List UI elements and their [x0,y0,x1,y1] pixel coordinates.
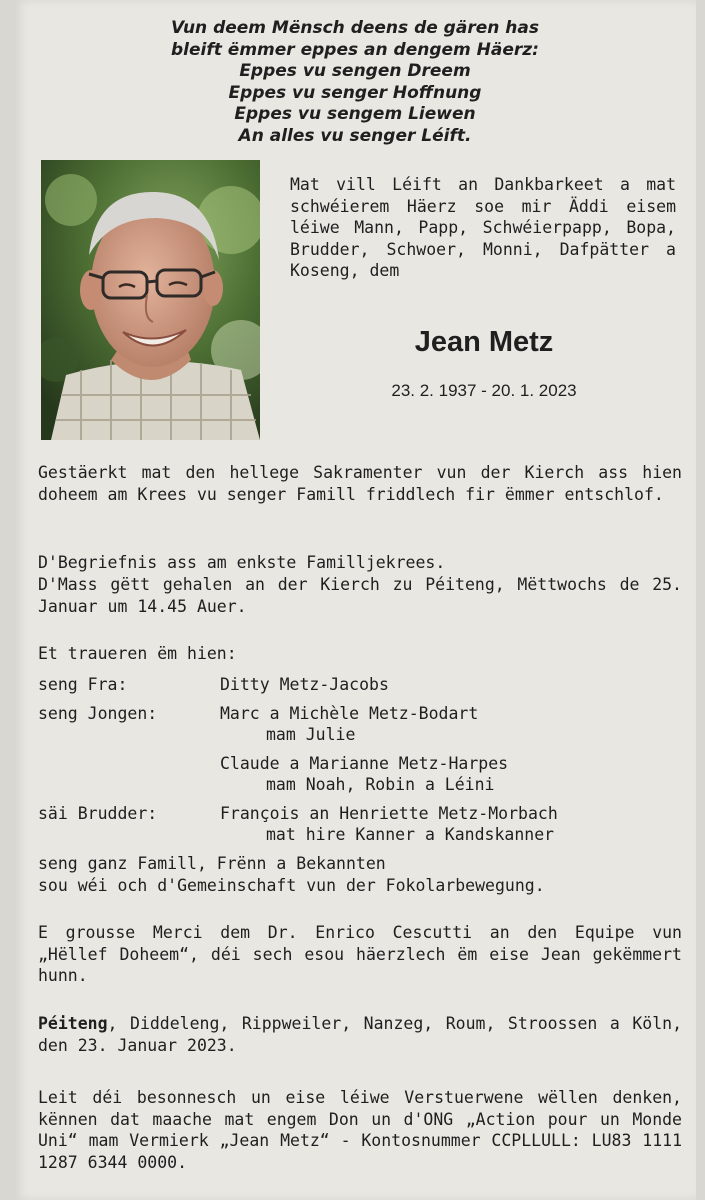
community-line: sou wéi och d'Gemeinschaft vun der Fokolarbewegung. [38,876,545,895]
poem-line: Eppes vu sengen Dreem [239,61,471,81]
thanks-paragraph: E grousse Merci dem Dr. Enrico Cescutti an den Equipe vun „Hëllef Doheem“, déi sech esou häerzlech ëm eise Jean gekëmmert hunn. [38,923,682,985]
family-line: seng ganz Famill, Frënn a Bekannten [38,854,386,873]
place-rest: , Diddeleng, Rippweiler, Nanzeg, Roum, Stroossen a Köln, den 23. Januar 2023. [38,1014,682,1055]
brother-label: säi Brudder: [38,804,158,823]
obituary-page [14,0,696,1200]
intro-text: Mat vill Léift an Dankbarkeet a mat schwéierem Häerz soe mir Äddi eisem léiwe Mann, Papp, Schwéierpapp, Bopa, Brudder, Schwoer, Monni, Dafpätter a Koseng, dem [290,175,676,280]
life-dates: 23. 2. 1937 - 20. 1. 2023 [391,381,577,400]
son1-name: Marc a Michèle Metz-Bodart [220,704,479,723]
wife-label: seng Fra: [38,675,128,694]
son2-kids: mam Noah, Robin a Léini [266,775,495,794]
poem-line: Eppes vu senger Hoffnung [228,82,482,103]
mourners-heading: Et traueren ëm hien: [38,644,237,663]
place-bold: Péiteng [38,1014,108,1033]
donation-paragraph: Leit déi besonnesch un eise léiwe Verstuerwene wëllen denken, kënnen dat maache mat engem Don un d'ONG „Action pour un Monde Uni“ mam Vermierk „Jean Metz“ - Kontosnummer CCPLLULL: LU83 1111 1287 6344 0000. [38,1088,682,1172]
poem [14,18,696,147]
poem-line: An alles vu senger Léift. [238,125,472,146]
son1-kids: mam Julie [266,725,356,744]
portrait-photo [41,160,260,440]
place-date [38,1013,682,1056]
funeral-line: D'Begriefnis ass am enkste Familljekrees. [38,553,446,572]
death-paragraph: Gestäerkt mat den hellege Sakramenter vun der Kierch ass hien doheem am Krees vu senger Famill friddlech fir ëmmer entschlof. [38,463,682,504]
son2-name: Claude a Marianne Metz-Harpes [220,754,509,773]
poem-line: Vun deem Mënsch deens de gären has [171,18,539,38]
brother-kids: mat hire Kanner a Kandskanner [266,825,555,844]
wife-name: Ditty Metz-Jacobs [220,675,389,694]
deceased-name: Jean Metz [414,326,554,358]
portrait-illustration [41,160,260,440]
brother-name: François an Henriette Metz-Morbach [220,804,558,823]
poem-line: bleift ëmmer eppes an dengem Häerz: [171,39,539,60]
sons-label: seng Jongen: [38,704,158,723]
mass-info: D'Mass gëtt gehalen an der Kierch zu Péiteng, Mëttwochs de 25. Januar um 14.45 Auer. [38,575,682,616]
poem-line: Eppes vu sengem Liewen [234,104,476,124]
